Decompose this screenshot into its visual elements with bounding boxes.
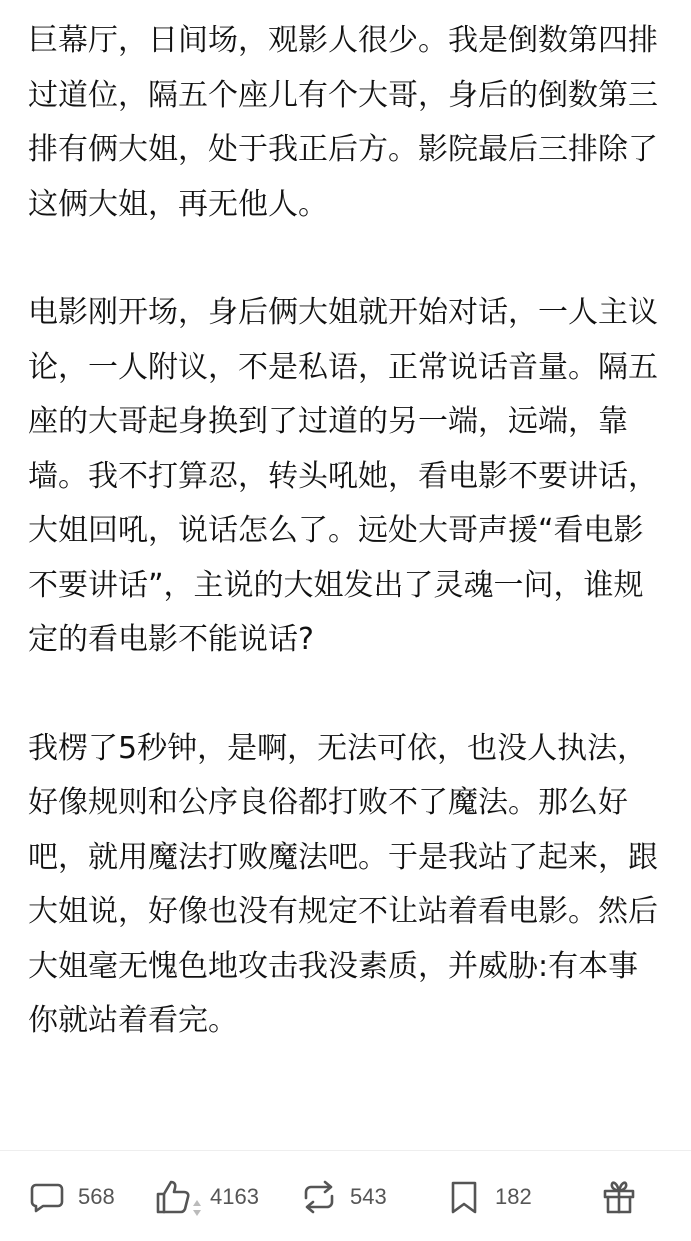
vote-arrows-icon (192, 1199, 202, 1217)
comment-icon (28, 1178, 66, 1216)
bookmark-count: 182 (495, 1184, 532, 1209)
like-count: 4163 (210, 1184, 259, 1209)
article-paragraph-1: 巨幕厅，日间场，观影人很少。我是倒数第四排过道位，隔五个座儿有个大哥，身后的倒数第三排有俩大姐，处于我正后方。影院最后三排除了这俩大姐，再无他人。 (28, 23, 658, 222)
repost-icon (300, 1178, 338, 1216)
like-button[interactable] (154, 1177, 259, 1217)
repost-button[interactable] (300, 1177, 387, 1217)
gift-icon (600, 1178, 638, 1216)
article-body (28, 14, 668, 1103)
thumbs-up-icon (154, 1178, 192, 1216)
action-bar (0, 1150, 691, 1241)
article-paragraph-2: 电影刚开场，身后俩大姐就开始对话，一人主议论，一人附议，不是私语，正常说话音量。隔五座的大哥起身换到了过道的另一端，远端，靠墙。我不打算忍，转头吼她，看电影不要讲话，大姐回吼，说话怎么了。远处大哥声援“看电影不要讲话”，主说的大姐发出了灵魂一问，谁规定的看电影不能说话? (28, 295, 658, 657)
comment-button[interactable] (28, 1177, 115, 1217)
bookmark-button[interactable] (445, 1177, 532, 1217)
gift-button[interactable] (600, 1177, 638, 1217)
repost-count: 543 (350, 1184, 387, 1209)
bookmark-icon (445, 1178, 483, 1216)
article-paragraph-3: 我楞了5秒钟，是啊，无法可依，也没人执法，好像规则和公序良俗都打败不了魔法。那么好吧，就用魔法打败魔法吧。于是我站了起来，跟大姐说，好像也没有规定不让站着看电影。然后大姐毫无愧色地攻击我没素质，并威胁:有本事你就站着看完。 (28, 730, 658, 1038)
comment-count: 568 (78, 1184, 115, 1209)
